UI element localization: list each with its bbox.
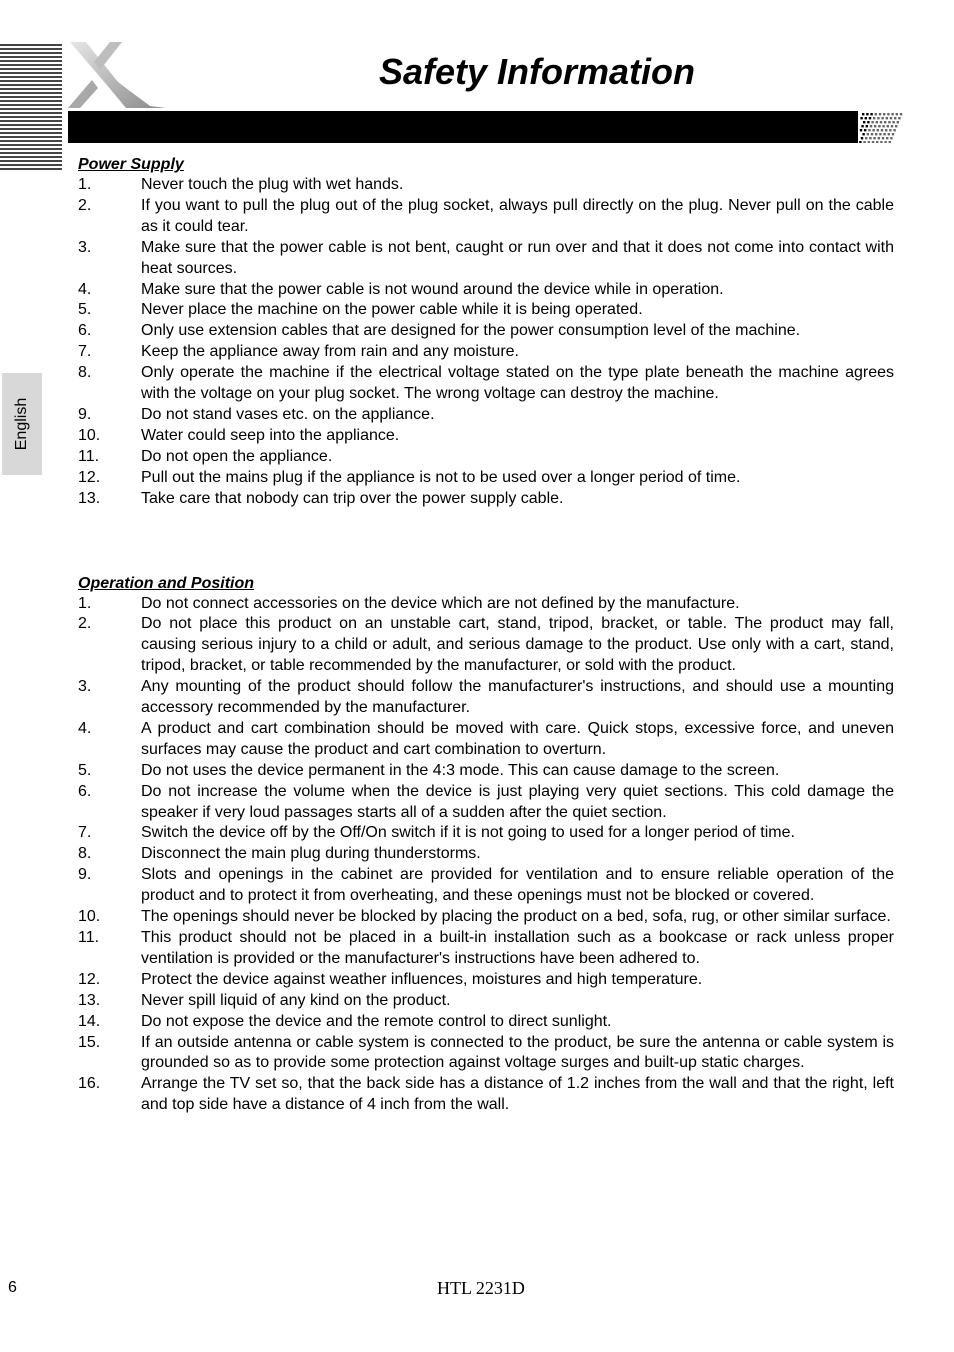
list-item — [78, 594, 894, 615]
item-text: Do not connect accessories on the device which are not defined by the manufacture. — [141, 594, 740, 612]
item-number: 3. — [78, 238, 92, 256]
list-item — [78, 1074, 894, 1116]
list-item — [78, 447, 894, 468]
power-supply-list — [78, 175, 894, 510]
list-item — [78, 280, 894, 301]
item-text: Disconnect the main plug during thunderstorms. — [141, 845, 481, 863]
item-number: 10. — [78, 908, 101, 926]
item-text: Do not place this product on an unstable cart, stand, tripod, bracket, or table. The product may fall, causing serious injury to a child or adult, and serious damage to the product. Use only with a cart, stand, tripod, bracket, or table recommended by the manufacturer, or sold with the product. — [141, 615, 894, 675]
brand-x-logo — [66, 40, 170, 112]
list-item — [78, 489, 894, 510]
item-number: 7. — [78, 343, 92, 361]
item-number: 6. — [78, 322, 92, 340]
item-text: Only operate the machine if the electrical voltage stated on the type plate beneath the machine agrees with the voltage on your plug socket. The wrong voltage can destroy the machine. — [141, 364, 894, 403]
list-item — [78, 719, 894, 761]
item-text: Protect the device against weather influences, moistures and high temperature. — [141, 970, 703, 988]
list-item — [78, 865, 894, 907]
item-text: If you want to pull the plug out of the plug socket, always pull directly on the plug. Never pull on the cable as it could tear. — [141, 196, 894, 235]
list-item — [78, 342, 894, 363]
power-supply-heading: Power Supply — [78, 156, 184, 173]
section-gap — [78, 510, 894, 573]
item-number: 15. — [78, 1033, 101, 1051]
item-number: 5. — [78, 301, 92, 319]
item-number: 12. — [78, 468, 101, 486]
list-item — [78, 196, 894, 238]
list-item — [78, 238, 894, 280]
item-text: Do not increase the volume when the device is just playing very quiet sections. This cold damage the speaker if very loud passages starts all of a sudden after the quiet section. — [141, 782, 894, 821]
list-item — [78, 677, 894, 719]
list-item — [78, 782, 894, 824]
list-item — [78, 761, 894, 782]
item-text: Only use extension cables that are designed for the power consumption level of the machine. — [141, 322, 801, 340]
item-number: 9. — [78, 866, 92, 884]
item-text: Do not expose the device and the remote control to direct sunlight. — [141, 1012, 612, 1030]
item-number: 8. — [78, 845, 92, 863]
item-text: Any mounting of the product should follow the manufacturer's instructions, and should use a mounting accessory recommended by the manufacturer. — [141, 678, 894, 717]
item-number: 13. — [78, 991, 101, 1009]
list-item — [78, 468, 894, 489]
list-item — [78, 614, 894, 677]
list-item — [78, 970, 894, 991]
item-text: Arrange the TV set so, that the back side has a distance of 1.2 inches from the wall and that the right, left and top side have a distance of 4 inch from the wall. — [141, 1075, 894, 1114]
item-text: Pull out the mains plug if the appliance is not to be used over a longer period of time. — [141, 468, 741, 486]
item-number: 14. — [78, 1012, 101, 1030]
model-name: HTL 2231D — [437, 1278, 525, 1298]
item-number: 9. — [78, 405, 92, 423]
item-text: Do not stand vases etc. on the appliance. — [141, 405, 435, 423]
list-item — [78, 300, 894, 321]
list-item — [78, 928, 894, 970]
item-number: 10. — [78, 426, 101, 444]
item-number: 1. — [78, 176, 92, 193]
item-text: The openings should never be blocked by placing the product on a bed, sofa, rug, or other similar surface. — [141, 908, 891, 926]
list-item — [78, 363, 894, 405]
item-number: 4. — [78, 719, 92, 737]
item-number: 2. — [78, 615, 92, 633]
list-item — [78, 405, 894, 426]
item-text: A product and cart combination should be moved with care. Quick stops, excessive force, and uneven surfaces may cause the product and cart combination to overturn. — [141, 719, 894, 758]
dot-pattern — [858, 111, 904, 143]
language-tab-label: English — [13, 397, 30, 451]
operation-position-list — [78, 594, 894, 1117]
item-number: 7. — [78, 824, 92, 842]
list-item — [78, 823, 894, 844]
decorative-stripes — [0, 44, 62, 172]
item-text: Switch the device off by the Off/On switch if it is not going to used for a longer period of time. — [141, 824, 795, 842]
list-item — [78, 175, 894, 196]
list-item — [78, 844, 894, 865]
item-text: Take care that nobody can trip over the power supply cable. — [141, 489, 564, 507]
item-text: Do not open the appliance. — [141, 447, 333, 465]
item-number: 3. — [78, 678, 92, 696]
item-number: 2. — [78, 196, 92, 214]
content-area — [78, 154, 894, 1116]
list-item — [78, 907, 894, 928]
item-number: 8. — [78, 364, 92, 382]
item-text: Never touch the plug with wet hands. — [141, 176, 404, 193]
item-number: 13. — [78, 489, 101, 507]
language-tab — [2, 373, 42, 475]
item-number: 4. — [78, 280, 92, 298]
list-item — [78, 1033, 894, 1075]
item-text: Make sure that the power cable is not bent, caught or run over and that it does not come into contact with heat sources. — [141, 238, 894, 277]
header-bar — [68, 111, 858, 143]
item-text: If an outside antenna or cable system is connected to the product, be sure the antenna or cable system is grounded so as to provide some protection against voltage surges and built-up static charges. — [141, 1033, 894, 1072]
operation-position-heading: Operation and Position — [78, 574, 255, 592]
item-number: 1. — [78, 594, 92, 612]
item-number: 12. — [78, 970, 101, 988]
item-number: 5. — [78, 761, 92, 779]
item-number: 6. — [78, 782, 92, 800]
list-item — [78, 321, 894, 342]
item-text: Slots and openings in the cabinet are provided for ventilation and to ensure reliable operation of the product and to protect it from overheating, and these openings must not be blocked or covered. — [141, 866, 894, 905]
item-text: Make sure that the power cable is not wound around the device while in operation. — [141, 280, 724, 298]
list-item — [78, 991, 894, 1012]
item-number: 11. — [78, 447, 100, 465]
list-item — [78, 426, 894, 447]
page-title: Safety Information — [378, 51, 696, 92]
item-number: 16. — [78, 1075, 101, 1093]
item-text: Keep the appliance away from rain and any moisture. — [141, 343, 519, 361]
item-text: Never place the machine on the power cable while it is being operated. — [141, 301, 643, 319]
page-number: 6 — [8, 1279, 17, 1296]
item-text: Do not uses the device permanent in the 4:3 mode. This can cause damage to the screen. — [141, 761, 780, 779]
item-text: Water could seep into the appliance. — [141, 426, 400, 444]
item-text: This product should not be placed in a built-in installation such as a bookcase or rack unless proper ventilation is provided or the manufacturer's instructions have been adhered to. — [141, 929, 894, 967]
item-text: Never spill liquid of any kind on the product. — [141, 991, 451, 1009]
list-item — [78, 1012, 894, 1033]
item-number: 11. — [78, 929, 100, 946]
